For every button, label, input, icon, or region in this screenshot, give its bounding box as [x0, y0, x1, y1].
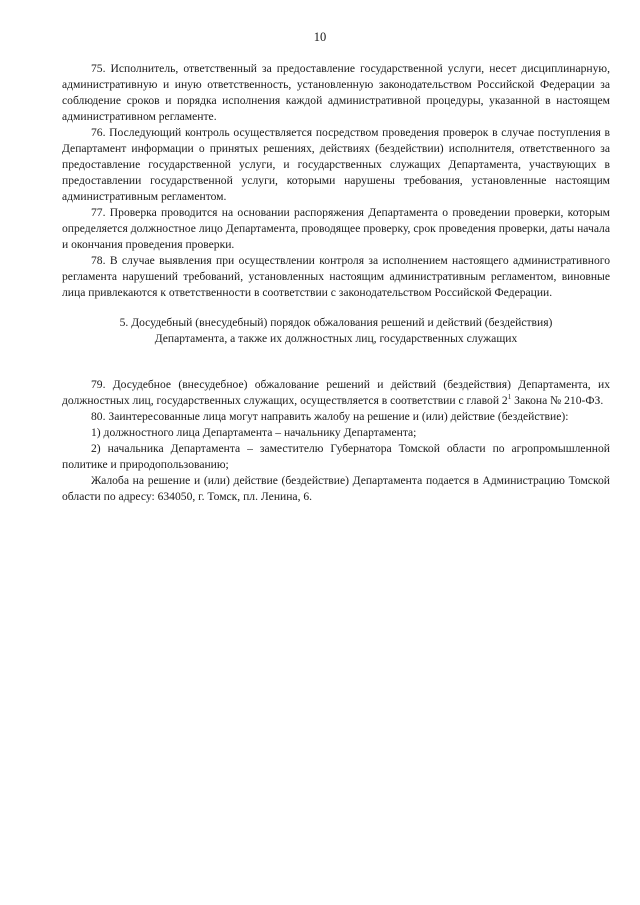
paragraph-75: 75. Исполнитель, ответственный за предоставление государственной услуги, несет дисциплинарную, административную и иную ответственность, установленную законодательством Российской Федерации за соблюдение сроков и порядка исполнения каждой административной процедуры, указанной в настоящем административном регламенте.: [62, 62, 610, 123]
document-body: [62, 61, 610, 505]
paragraph-complaint-address: Жалоба на решение и (или) действие (бездействие) Департамента подается в Администрацию Томской области по адресу: 634050, г. Томск, пл. Ленина, 6.: [62, 474, 610, 503]
section-heading-line-1: 5. Досудебный (внесудебный) порядок обжалования решений и действий (бездействия): [119, 316, 553, 329]
paragraph-79-text-end: Закона № 210-ФЗ.: [511, 394, 604, 407]
paragraph-76: 76. Последующий контроль осуществляется посредством проведения проверок в случае поступления в Департамент информации о принятых решениях, действиях (бездействии) исполнителя, ответственного за предоставление государственной услуги, и государственных служащих Департамента, участвующих в предоставлении государственной услуги, которыми нарушены требования, установленные настоящим административным регламентом.: [62, 126, 610, 203]
paragraph-79-superscript: 1: [507, 393, 512, 402]
page-number: 10: [313, 30, 327, 44]
paragraph-80: 80. Заинтересованные лица могут направить жалобу на решение и (или) действие (бездействие):: [91, 410, 569, 423]
paragraph-77: 77. Проверка проводится на основании распоряжения Департамента о проведении проверки, которым определяется должностное лицо Департамента, проводящее проверку, срок проведения проверки, даты начала и окончания проведения проверки.: [62, 206, 610, 251]
paragraph-79: [62, 377, 610, 409]
section-heading: [62, 315, 610, 347]
paragraph-79-text: 79. Досудебное (внесудебное) обжалование решений и действий (бездействия) Департамента, их должностных лиц, государственных служащих, осуществляется в соответствии с главой 2: [62, 378, 610, 407]
paragraph-78: 78. В случае выявления при осуществлении контроля за исполнением настоящего административного регламента нарушений требований, установленных настоящим административным регламентом, виновные лица привлекаются к ответственности в соответствии с законодательством Российской Федерации.: [62, 254, 610, 299]
list-item-2: 2) начальника Департамента – заместителю Губернатора Томской области по агропромышленной политике и природопользованию;: [62, 442, 610, 471]
section-heading-line-2: Департамента, а также их должностных лиц, государственных служащих: [154, 332, 518, 345]
list-item-1: 1) должностного лица Департамента – начальнику Департамента;: [91, 426, 417, 439]
